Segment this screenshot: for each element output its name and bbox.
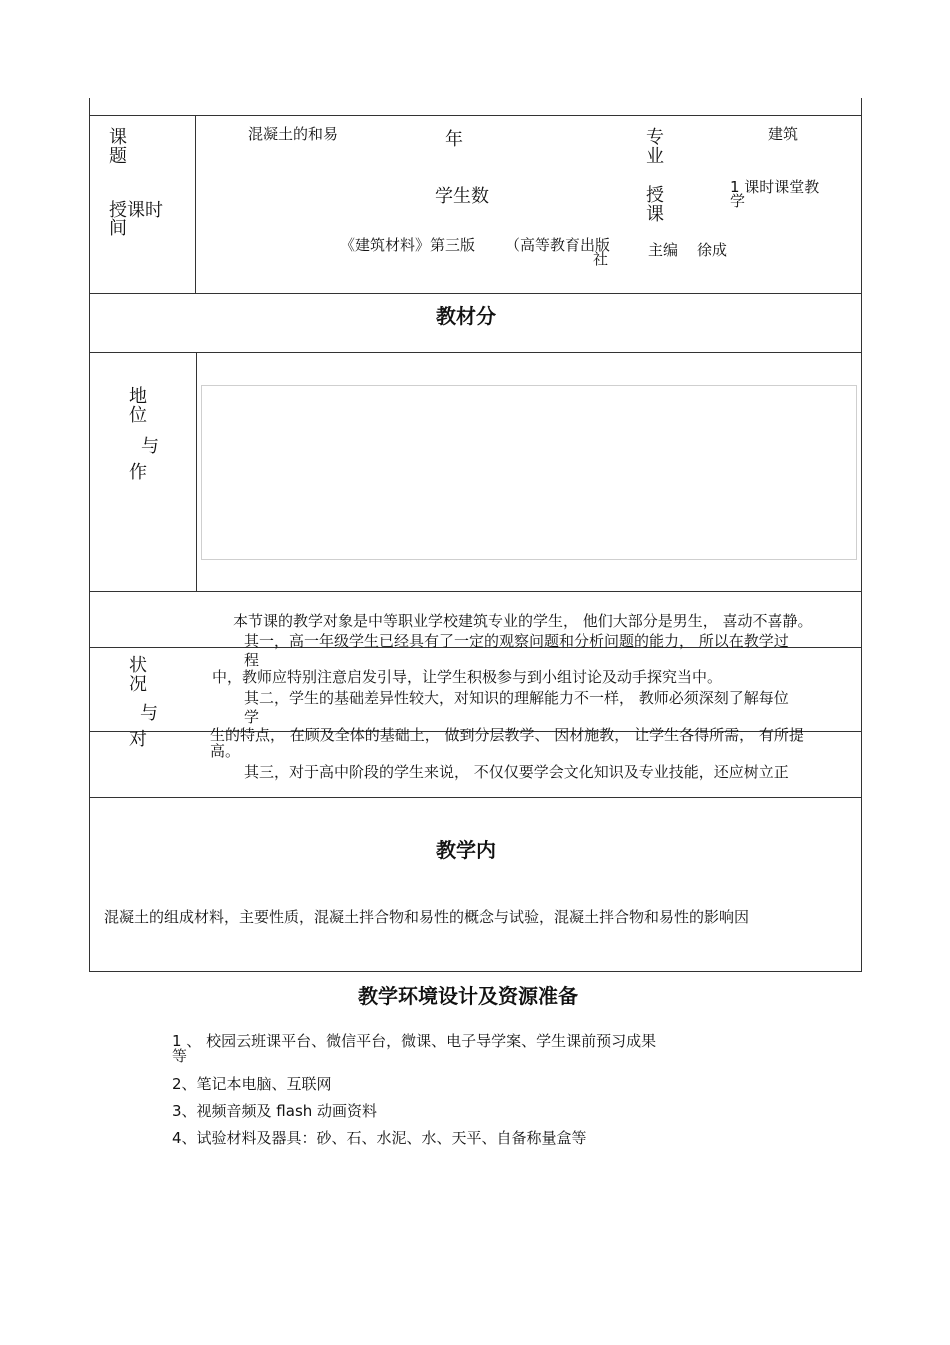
students-label: 学生数 — [435, 186, 489, 207]
row-border-1 — [89, 293, 862, 294]
table-bottom-border — [89, 971, 862, 972]
student-line-9: 其三，对于高中阶段的学生来说， 不仅仅要学会文化知识及专业技能，还应树立正 — [244, 763, 789, 781]
student-line-8: 高。 — [210, 742, 241, 760]
table-right-border — [861, 115, 862, 972]
student-line-2: 其一，高一年级学生已经具有了一定的观察问题和分析问题的能力， 所以在教学过 — [244, 632, 789, 650]
major-value: 建筑 — [768, 125, 799, 143]
env-item-1-cont: 等 — [172, 1047, 188, 1065]
major-label: 专 业 — [646, 127, 664, 167]
table-top-border — [89, 115, 862, 116]
publisher: （高等教育出版 — [505, 236, 611, 254]
table-left-border — [89, 115, 90, 972]
and-label-2: 与 — [140, 703, 158, 724]
topic-label: 课 题 — [109, 127, 127, 167]
row-border-2 — [89, 352, 862, 353]
env-item-3: 3、视频音频及 flash 动画资料 — [172, 1102, 378, 1120]
and-label-1: 与 — [141, 436, 159, 457]
env-item-2: 2、笔记本电脑、互联网 — [172, 1075, 332, 1093]
textbook-title: 《建筑材料》第三版 — [340, 236, 476, 254]
header-divider — [195, 115, 196, 294]
row-border-3 — [89, 591, 862, 592]
env-title: 教学环境设计及资源准备 — [358, 984, 578, 1008]
student-line-5: 其二，学生的基础差异性较大，对知识的理解能力不一样， 教师必须深刻了解每位 — [244, 689, 789, 707]
publisher-sub: 社 — [593, 250, 609, 268]
section-title-textbook-analysis: 教材分 — [436, 304, 496, 328]
env-item-4: 4、试验材料及器具：砂、石、水泥、水、天平、自备称量盒等 — [172, 1129, 587, 1147]
section-title-teaching-content: 教学内 — [436, 838, 496, 862]
student-line-4: 中，教师应特别注意启发引导，让学生积极参与到小组讨论及动手探究当中。 — [212, 668, 723, 686]
teach-label: 授 课 — [646, 185, 664, 225]
student-line-7: 生的特点， 在顾及全体的基础上， 做到分层教学、 因材施教， 让学生各得所需， 有所提 — [210, 726, 804, 744]
teach-value-sub: 学 — [730, 192, 746, 210]
editor-value: 徐成 — [697, 241, 728, 259]
section1-divider — [196, 352, 197, 592]
time-label: 授课时 间 — [109, 200, 163, 239]
editor-label: 主编 — [648, 241, 679, 259]
teaching-content-text: 混凝土的组成材料，主要性质，混凝土拌合物和易性的概念与试验，混凝土拌合物和易性的影响因 — [104, 908, 750, 926]
topic-value: 混凝土的和易 — [248, 125, 339, 143]
table-left-top-stub — [89, 98, 90, 116]
row-border-4 — [89, 797, 862, 798]
env-item-1: 1 、 校园云班课平台、微信平台，微课、电子导学案、学生课前预习成果 — [172, 1032, 657, 1050]
role-label: 作 — [129, 462, 147, 483]
grade-label: 年 — [445, 129, 463, 150]
teach-value: 1 课时课堂教 — [730, 178, 820, 196]
situation-label: 状 况 — [129, 655, 147, 695]
position-label: 地 位 — [129, 386, 147, 426]
student-line-3: 程 — [244, 651, 260, 669]
student-line-1: 本节课的教学对象是中等职业学校建筑专业的学生， 他们大部分是男生， 喜动不喜静。 — [233, 612, 813, 630]
table-right-top-stub — [861, 98, 862, 116]
strategy-label: 对 — [129, 729, 147, 750]
student-line-6: 学 — [244, 708, 260, 726]
embedded-object-frame — [201, 385, 857, 560]
